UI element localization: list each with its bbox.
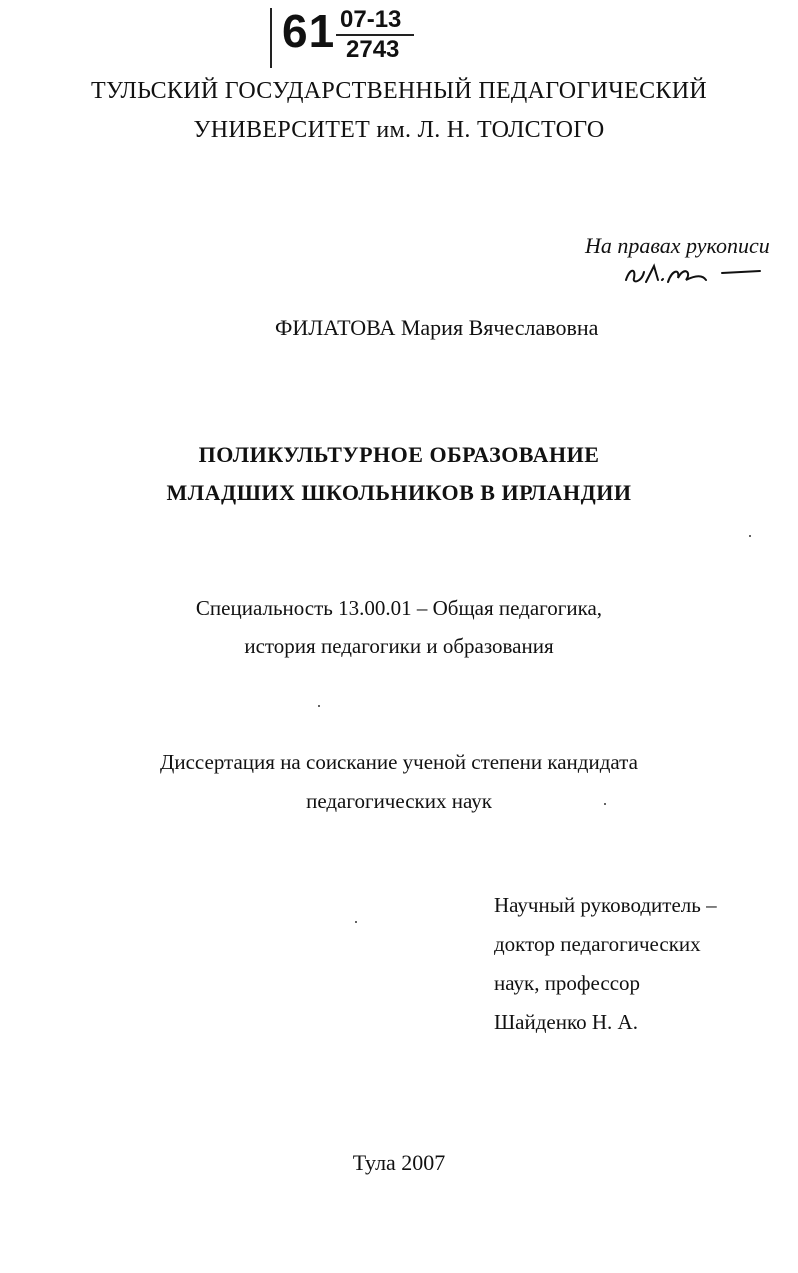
supervisor-line-2: доктор педагогических bbox=[494, 932, 701, 956]
stamp-bottom-code: 2743 bbox=[346, 36, 400, 63]
signature-image bbox=[622, 258, 762, 290]
dissertation-line-1: Диссертация на соискание ученой степени кандидата bbox=[160, 750, 638, 774]
specialty-line-1: Специальность 13.00.01 – Общая педагогика, bbox=[195, 596, 603, 620]
stamp-divider bbox=[270, 8, 272, 68]
supervisor-line-3: наук, профессор bbox=[494, 971, 641, 995]
university-line-1: ТУЛЬСКИЙ ГОСУДАРСТВЕННЫЙ ПЕДАГОГИЧЕСКИЙ bbox=[90, 78, 707, 104]
thesis-title-line-1: ПОЛИКУЛЬТУРНОЕ ОБРАЗОВАНИЕ bbox=[198, 442, 600, 467]
author-name: ФИЛАТОВА Мария Вячеславовна bbox=[275, 315, 599, 340]
scan-speck bbox=[604, 803, 606, 805]
supervisor-line-4: Шайденко Н. А. bbox=[494, 1010, 638, 1034]
specialty-line-2: история педагогики и образования bbox=[244, 634, 554, 658]
scan-speck bbox=[318, 705, 320, 707]
scan-speck bbox=[355, 921, 357, 923]
university-line-2: УНИВЕРСИТЕТ им. Л. Н. ТОЛСТОГО bbox=[193, 117, 605, 143]
manuscript-rights: На правах рукописи bbox=[585, 233, 770, 258]
scan-speck bbox=[749, 535, 751, 537]
thesis-title-line-2: МЛАДШИХ ШКОЛЬНИКОВ В ИРЛАНДИИ bbox=[166, 480, 632, 505]
stamp-top-code: 07-13 bbox=[340, 6, 402, 33]
stamp-number: 61 bbox=[282, 5, 336, 57]
city-year: Тула 2007 bbox=[352, 1150, 446, 1175]
dissertation-line-2: педагогических наук bbox=[306, 789, 492, 813]
supervisor-line-1: Научный руководитель – bbox=[494, 893, 717, 917]
